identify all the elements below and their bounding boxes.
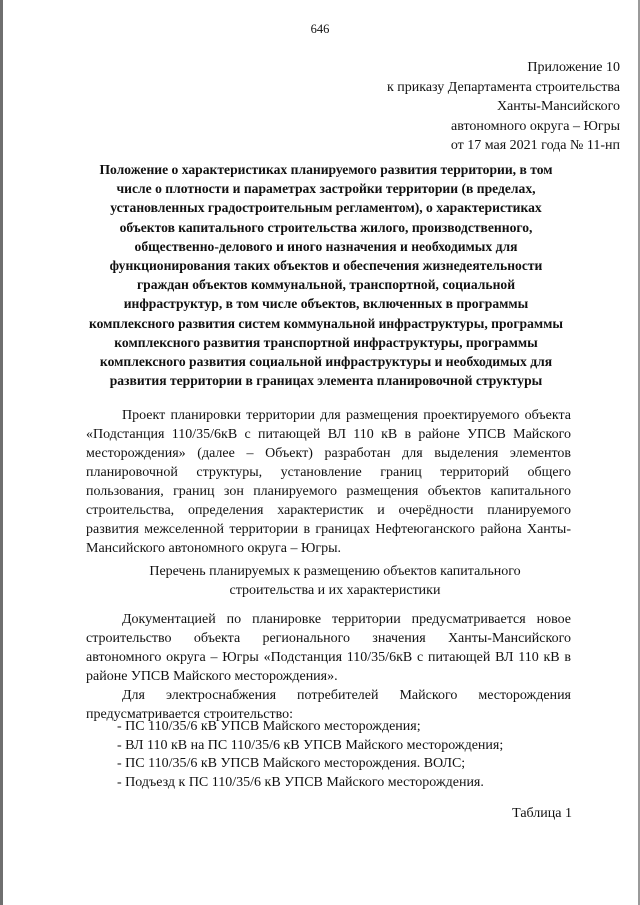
page-number: 646 [310, 22, 330, 36]
appendix-line: автономного округа – Югры [451, 118, 620, 134]
appendix-line: Ханты-Мансийского [496, 99, 620, 115]
documentation-paragraph: Документацией по планировке территории предусматривается новое строительство объекта регионального значения Ханты-Мансийского автономного округа – Югры «Подстанция 110/35/6кВ с питающей ВЛ 110 кВ в районе УПСВ Майского месторождения». [86, 612, 571, 684]
objects-list-title: Перечень планируемых к размещению объектов капитального строительства и их характеристики [149, 564, 521, 598]
document-title: Положение о характеристиках планируемого развития территории, в том числе о плотности и параметрах застройки территории (в пределах, установленных градостроительным регламентом), о характеристиках объектов капитального строительства жилого, производственного, общественно-делового и иного назначения и необходимых для функционирования таких объектов и обеспечения жизнедеятельности граждан объектов коммунальной, транспортной, социальной инфраструктур, в том числе объектов, включенных в программы комплексного развития систем коммунальной инфраструктуры, программы комплексного развития транспортной инфраструктуры, программы комплексного развития социальной инфраструктуры и необходимых для развития территории в границах элемента планировочной структуры [88, 162, 563, 389]
list-item: - Подъезд к ПС 110/35/6 кВ УПСВ Майского месторождения. [117, 774, 484, 790]
construction-list [117, 718, 503, 792]
appendix-line: к приказу Департамента строительства [386, 79, 620, 95]
power-supply-paragraph: Для электроснабжения потребителей Майского месторождения предусматривается строительство: [86, 688, 571, 722]
table-label: Таблица 1 [512, 806, 572, 821]
scan-edge-left [0, 0, 3, 905]
list-item: - ПС 110/35/6 кВ УПСВ Майского месторождения; [117, 719, 421, 734]
intro-paragraph: Проект планировки территории для размещения проектируемого объекта «Подстанция 110/35/6кВ с питающей ВЛ 110 кВ в районе УПСВ Майского месторождения» (далее – Объект) разработан для выделения элементов планировочной структуры, установление границ территорий общего пользования, границ зон планируемого размещения объектов капитального строительства, определения характеристик и очерёдности планируемого развития межселенной территории в границах Нефтеюганского района Ханты-Мансийского автономного округа – Югры. [86, 408, 571, 556]
appendix-line: Приложение 10 [527, 60, 620, 75]
appendix-header [387, 58, 620, 156]
list-item: - ВЛ 110 кВ на ПС 110/35/6 кВ УПСВ Майского месторождения; [117, 737, 504, 753]
list-item: - ПС 110/35/6 кВ УПСВ Майского месторождения. ВОЛС; [117, 756, 466, 771]
appendix-line: от 17 мая 2021 года № 11-нп [450, 138, 620, 154]
